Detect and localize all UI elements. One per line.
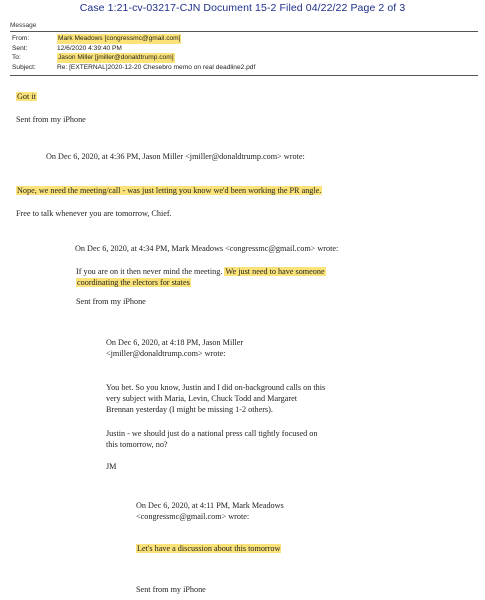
message-4 — [106, 382, 325, 415]
message-3-highlight-b: coordinating the electors for states — [77, 278, 190, 287]
message-1-signature: Sent from my iPhone — [16, 115, 86, 124]
message-4-line-2: very subject with Maria, Levin, Chuck Todd and Margaret — [106, 394, 298, 403]
quote-2-header: On Dec 6, 2020, at 4:34 PM, Mark Meadows <congressmc@gmail.com> wrote: — [75, 244, 339, 253]
message-3-line-1 — [76, 266, 326, 277]
message-label: Message — [10, 22, 37, 29]
sent-value: 12/6/2020 4:39:40 PM — [57, 44, 122, 52]
message-3-plain: If you are on it then never mind the meeting. — [76, 267, 223, 276]
from-value: Mark Meadows [congressmc@gmail.com] — [58, 35, 181, 42]
message-4-line-1: You bet. So you know, Justin and I did on-background calls on this — [106, 383, 326, 392]
message-4-line-4: Justin - we should just do a national press call tightly focused on — [106, 429, 318, 438]
message-2-line-2: Free to talk whenever you are tomorrow, Chief. — [16, 209, 172, 218]
email-header — [12, 34, 255, 72]
sent-key: Sent: — [12, 44, 28, 52]
message-3-line-2 — [76, 277, 326, 288]
from-row — [12, 34, 255, 44]
message-4-line-5: this tomorrow, no? — [106, 440, 168, 449]
message-1-text: Got it — [17, 92, 36, 101]
message-5-signature: Sent from my iPhone — [136, 585, 206, 594]
message-4-part-2 — [106, 428, 317, 450]
message-4-signature: JM — [106, 462, 117, 471]
message-2-text: Nope, we need the meeting/call - was just letting you know we'd been working the PR angle. — [17, 186, 322, 195]
message-4-line-3: Brennan yesterday (I might be missing 1-2 others). — [106, 405, 273, 414]
to-key: To: — [12, 54, 21, 61]
message-3-highlight-a: We just need to have someone — [225, 267, 325, 276]
message-5 — [136, 544, 281, 553]
quote-3-header-line-2: <jmiller@donaldtrump.com> wrote: — [106, 349, 226, 358]
subject-value: Re: [EXTERNAL]2020-12-20 Chesebro memo on real deadline2.pdf — [57, 63, 256, 71]
quote-4-header-line-2: <congressmc@gmail.com> wrote: — [136, 512, 250, 521]
quote-3-header — [106, 337, 243, 359]
header-top-rule — [10, 31, 478, 32]
subject-row — [12, 63, 255, 73]
to-row — [12, 53, 255, 63]
sent-row — [12, 44, 255, 54]
quote-4-header — [136, 500, 284, 522]
message-3 — [76, 266, 326, 288]
message-5-text: Let's have a discussion about this tomorrow — [137, 544, 281, 553]
header-bottom-rule — [10, 75, 478, 76]
from-key: From: — [12, 35, 30, 42]
message-3-signature: Sent from my iPhone — [76, 297, 146, 306]
to-value: Jason Miller [jmiller@donaldtrump.com] — [58, 54, 174, 61]
quote-4-header-line-1: On Dec 6, 2020, at 4:11 PM, Mark Meadows — [136, 501, 284, 510]
case-header: Case 1:21-cv-03217-CJN Document 15-2 Filed 04/22/22 Page 2 of 3 — [79, 2, 406, 14]
message-2 — [16, 186, 322, 195]
quote-3-header-line-1: On Dec 6, 2020, at 4:18 PM, Jason Miller — [106, 338, 244, 347]
quote-1-header: On Dec 6, 2020, at 4:36 PM, Jason Miller <jmiller@donaldtrump.com> wrote: — [46, 152, 305, 161]
message-1 — [16, 92, 37, 101]
subject-key: Subject: — [12, 63, 36, 71]
